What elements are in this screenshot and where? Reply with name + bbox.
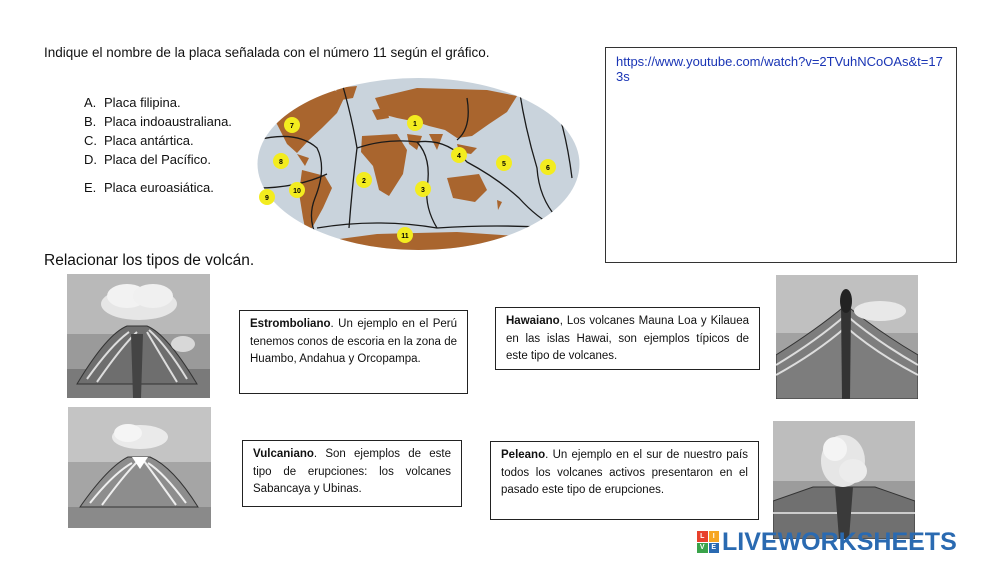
answer-options bbox=[84, 93, 232, 197]
svg-text:2: 2 bbox=[362, 178, 366, 185]
plate-marker-3 bbox=[415, 181, 431, 197]
text-box-hawaiian: Hawaiano, Los volcanes Mauna Loa y Kilauea en las islas Hawai, son ejemplos típicos de este tipo de volcanes. bbox=[495, 307, 760, 370]
plate-marker-1 bbox=[407, 115, 423, 131]
section-title: Relacionar los tipos de volcán. bbox=[44, 252, 255, 269]
svg-text:7: 7 bbox=[290, 123, 294, 130]
volcano-image-vulcanian bbox=[68, 407, 211, 528]
plate-marker-9 bbox=[259, 189, 275, 205]
plate-marker-7 bbox=[284, 117, 300, 133]
svg-text:4: 4 bbox=[457, 153, 461, 160]
plate-marker-11 bbox=[397, 227, 413, 243]
svg-text:11: 11 bbox=[401, 233, 409, 240]
liveworksheets-logo bbox=[697, 529, 957, 555]
plate-marker-5 bbox=[496, 155, 512, 171]
question-text: Indique el nombre de la placa señalada con el número 11 según el gráfico. bbox=[44, 45, 490, 60]
plate-marker-10 bbox=[289, 182, 305, 198]
text-box-strombolian: Estromboliano. Un ejemplo en el Perú tenemos conos de escoria en la zona de Huambo, Andahua y Orcopampa. bbox=[239, 310, 468, 394]
volcano-image-pelean bbox=[773, 421, 915, 539]
svg-text:6: 6 bbox=[546, 165, 550, 172]
volcano-image-hawaiian bbox=[776, 275, 918, 399]
volcano-image-strombolian bbox=[67, 274, 210, 398]
plate-marker-8 bbox=[273, 153, 289, 169]
text-box-pelean: Peleano. Un ejemplo en el sur de nuestro país todos los volcanes activos presentaron en el pasado este tipo de erupciones. bbox=[490, 441, 759, 520]
svg-text:3: 3 bbox=[421, 187, 425, 194]
svg-text:10: 10 bbox=[293, 188, 301, 195]
svg-text:8: 8 bbox=[279, 159, 283, 166]
option-c[interactable]: C. Placa antártica. bbox=[84, 133, 194, 148]
svg-text:9: 9 bbox=[265, 195, 269, 202]
plate-marker-2 bbox=[356, 172, 372, 188]
option-e[interactable]: E. Placa euroasiática. bbox=[84, 180, 214, 195]
video-link[interactable]: https://www.youtube.com/watch?v=2TVuhNCoOAs&t=173s bbox=[616, 54, 943, 84]
text-box-vulcanian: Vulcaniano. Son ejemplos de este tipo de erupciones: los volcanes Sabancaya y Ubinas. bbox=[242, 440, 462, 507]
tectonic-plates-map bbox=[257, 78, 580, 250]
option-b[interactable]: B. Placa indoaustraliana. bbox=[84, 114, 232, 129]
brand-name: LIVEWORKSHEETS bbox=[722, 527, 957, 556]
plate-marker-6 bbox=[540, 159, 556, 175]
logo-icon: L I V E bbox=[697, 531, 719, 553]
plate-marker-4 bbox=[451, 147, 467, 163]
option-a[interactable]: A. Placa filipina. bbox=[84, 95, 181, 110]
video-link-box bbox=[605, 47, 957, 263]
option-d[interactable]: D. Placa del Pacífico. bbox=[84, 152, 211, 167]
svg-text:5: 5 bbox=[502, 161, 506, 168]
svg-text:1: 1 bbox=[413, 121, 417, 128]
